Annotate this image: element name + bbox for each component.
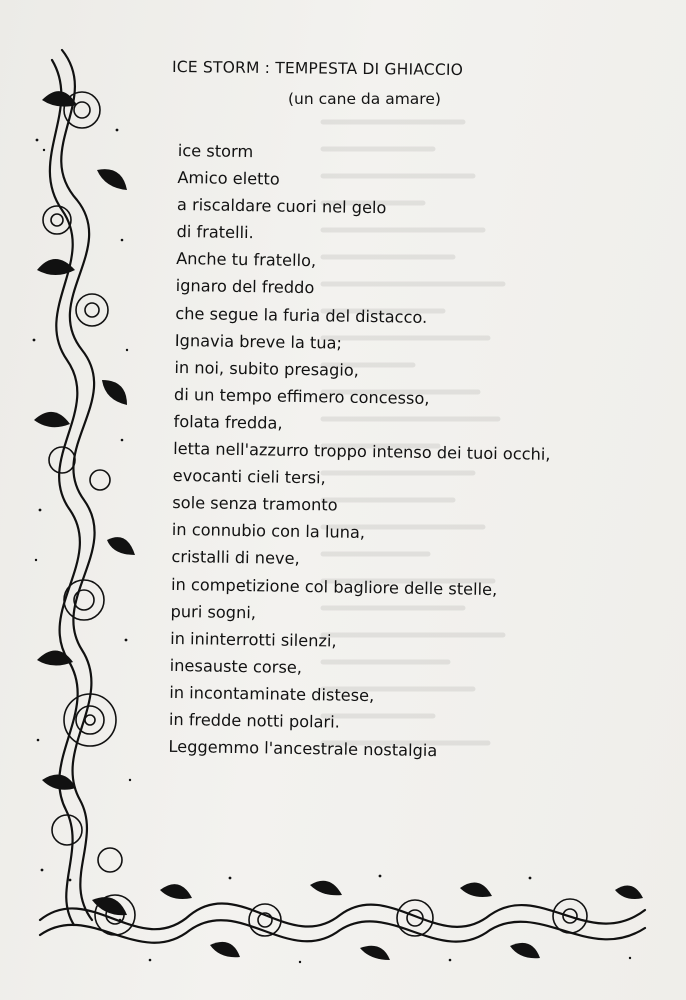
floral-scroll-border-icon bbox=[22, 40, 142, 940]
poem-line: Anche tu fratello, bbox=[175, 249, 317, 271]
poem-line: ice storm bbox=[177, 141, 254, 162]
poem-line: Ignavia breve la tua; bbox=[174, 330, 343, 353]
poem-line: sole senza tramonto bbox=[172, 493, 338, 515]
poem-line: Amico eletto bbox=[177, 168, 280, 189]
poem-line: Leggemmo l'ancestrale nostalgia bbox=[168, 736, 438, 761]
poem-line: evocanti cieli tersi, bbox=[172, 466, 326, 488]
poem-line: letta nell'azzurro troppo intenso dei tuoi occhi, bbox=[173, 438, 551, 464]
poem-line: in incontaminate distese, bbox=[169, 682, 375, 706]
poem-subtitle: (un cane da amare) bbox=[288, 90, 441, 108]
poem-title: ICE STORM : TEMPESTA DI GHIACCIO bbox=[171, 58, 464, 80]
poem-line: in noi, subito presagio, bbox=[174, 357, 360, 380]
poem-body bbox=[168, 141, 648, 771]
poem-line: cristalli di neve, bbox=[171, 547, 300, 569]
poem-line: di fratelli. bbox=[176, 222, 254, 243]
poem-line: inesauste corse, bbox=[169, 655, 303, 677]
poem-line: in fredde notti polari. bbox=[168, 709, 340, 732]
poem-line: in connubio con la luna, bbox=[171, 520, 366, 543]
poem-line: folata fredda, bbox=[173, 411, 283, 433]
poem-line: in ininterrotti silenzi, bbox=[170, 628, 337, 651]
poem-line: di un tempo effimero concesso, bbox=[173, 384, 430, 408]
floral-scroll-border-bottom bbox=[30, 860, 655, 970]
poem-line: puri sogni, bbox=[170, 601, 257, 622]
poem-line: ignaro del freddo bbox=[175, 276, 315, 298]
poem-line: in competizione col bagliore delle stelle, bbox=[170, 574, 498, 599]
poem-line: che segue la furia del distacco. bbox=[175, 303, 428, 327]
poem-line: a riscaldare cuori nel gelo bbox=[176, 195, 387, 218]
